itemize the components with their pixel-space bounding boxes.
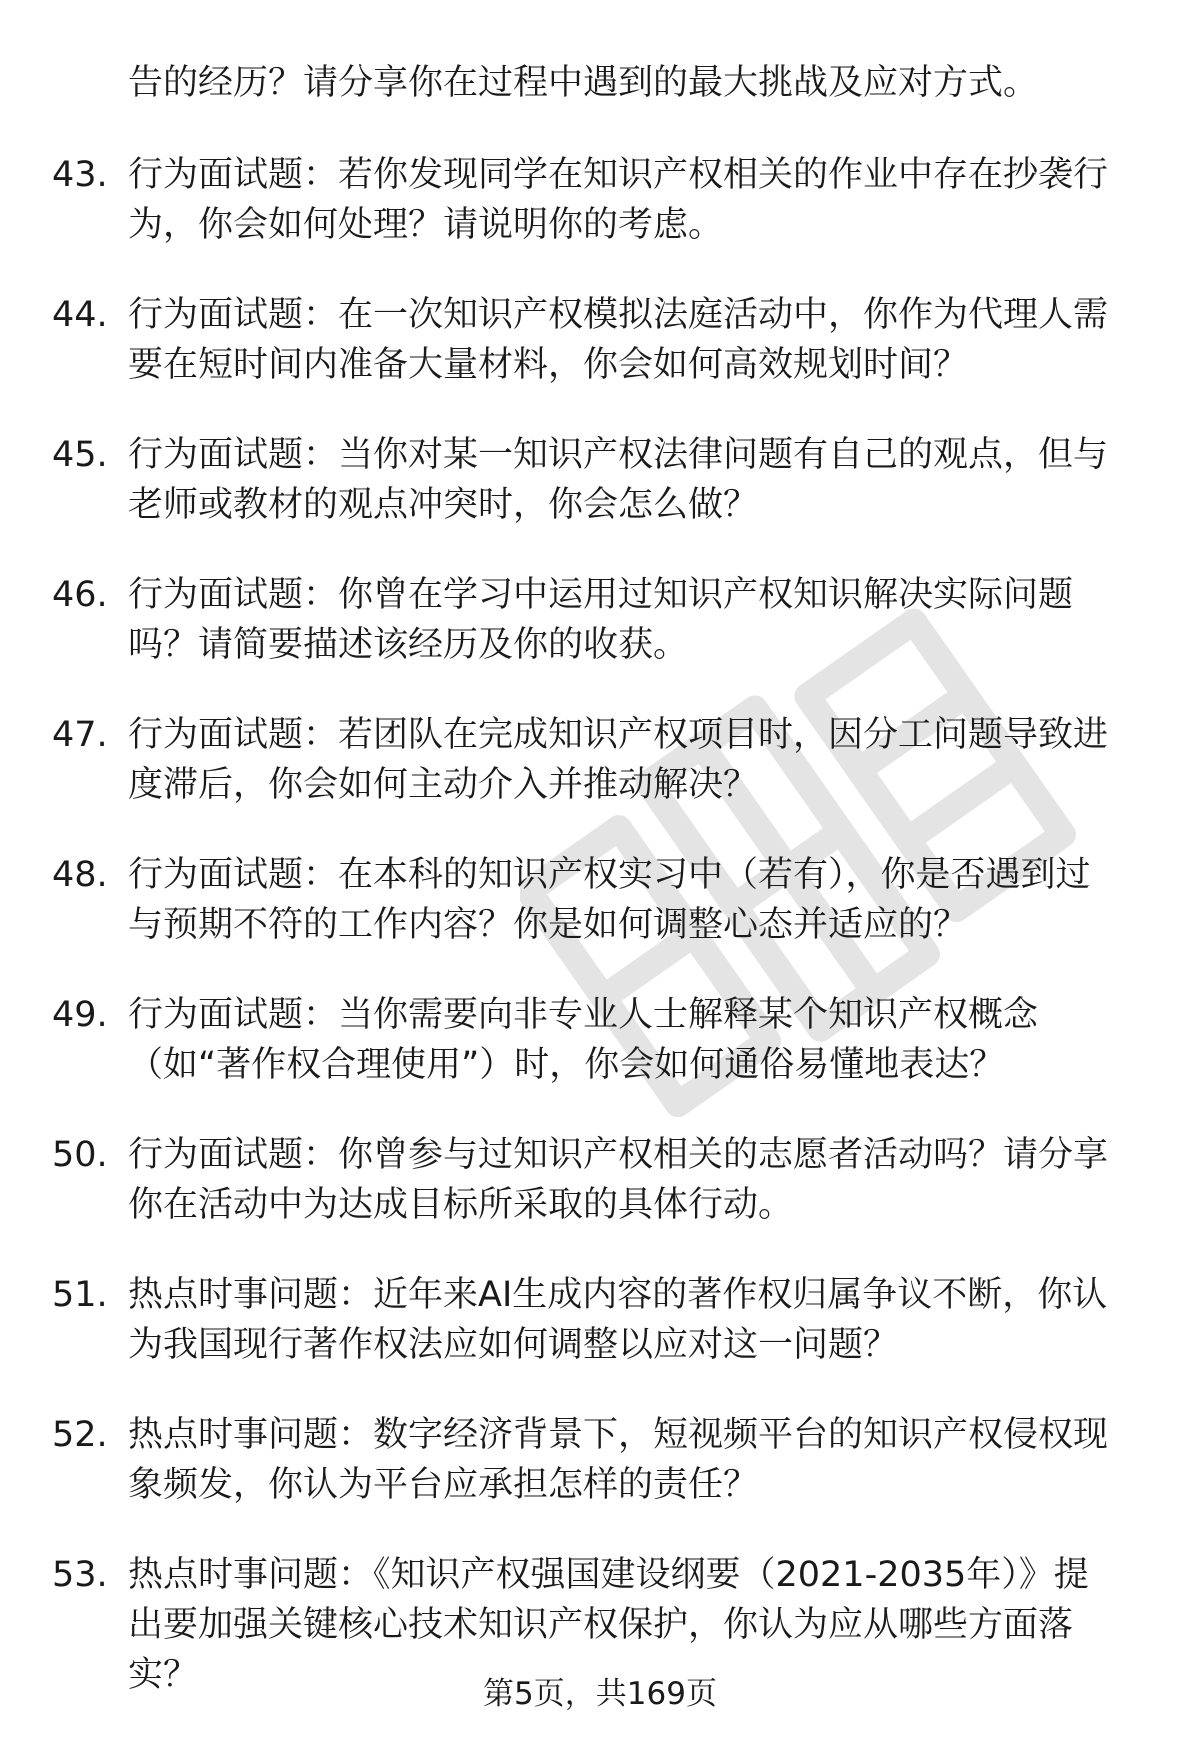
question-text-line: 行为面试题：在一次知识产权模拟法庭活动中，你作为代理人需: [128, 295, 1109, 335]
question-item: [0, 1130, 1200, 1230]
question-item: [0, 990, 1200, 1090]
continued-question-text: 告的经历？请分享你在过程中遇到的最大挑战及应对方式。: [128, 63, 1039, 103]
question-text-line: 老师或教材的观点冲突时，你会怎么做？: [128, 485, 759, 525]
question-item: [0, 850, 1200, 950]
question-number: 48.: [52, 855, 108, 895]
question-text: [128, 990, 1148, 1090]
question-number: 46.: [52, 575, 108, 615]
question-number: 49.: [52, 995, 108, 1035]
question-text-line: 度滞后，你会如何主动介入并推动解决？: [128, 765, 759, 805]
page-footer: 第5页，共169页: [483, 1676, 717, 1712]
question-text: [128, 1410, 1148, 1510]
question-text-line: （如“著作权合理使用”）时，你会如何通俗易懂地表达？: [128, 1045, 1005, 1085]
question-text-line: 与预期不符的工作内容？你是如何调整心态并适应的？: [128, 905, 969, 945]
question-number: 52.: [52, 1415, 108, 1455]
question-text-line: 为我国现行著作权法应如何调整以应对这一问题？: [128, 1325, 899, 1365]
question-text-line: 为，你会如何处理？请说明你的考虑。: [128, 205, 724, 245]
question-text-line: 行为面试题：若你发现同学在知识产权相关的作业中存在抄袭行: [128, 155, 1109, 195]
question-text-line: 实？: [128, 1655, 199, 1695]
question-text-line: 行为面试题：你曾在学习中运用过知识产权知识解决实际问题: [128, 575, 1074, 615]
question-text: [128, 1130, 1148, 1230]
question-text-line: 你在活动中为达成目标所采取的具体行动。: [128, 1185, 794, 1225]
question-text-line: 行为面试题：你曾参与过知识产权相关的志愿者活动吗？请分享: [128, 1135, 1109, 1175]
question-item: [0, 570, 1200, 670]
question-text-line: 热点时事问题：近年来AI生成内容的著作权归属争议不断，你认: [128, 1275, 1108, 1315]
question-text-line: 行为面试题：当你对某一知识产权法律问题有自己的观点，但与: [128, 435, 1109, 475]
question-number: 43.: [52, 155, 108, 195]
question-text-line: 行为面试题：当你需要向非专业人士解释某个知识产权概念: [128, 995, 1039, 1035]
question-number: 53.: [52, 1555, 108, 1595]
question-text: [128, 430, 1148, 530]
question-item: [0, 430, 1200, 530]
question-number: 47.: [52, 715, 108, 755]
question-text: [128, 710, 1148, 810]
question-text-line: 要在短时间内准备大量材料，你会如何高效规划时间？: [128, 345, 969, 385]
question-text: [128, 570, 1148, 670]
question-text-line: 出要加强关键核心技术知识产权保护，你认为应从哪些方面落: [128, 1605, 1074, 1645]
question-number: 50.: [52, 1135, 108, 1175]
question-text: [128, 1270, 1148, 1370]
question-text-line: 热点时事问题：《知识产权强国建设纲要（2021-2035年）》提: [128, 1555, 1089, 1595]
question-text-line: 吗？请简要描述该经历及你的收获。: [128, 625, 689, 665]
question-text-line: 行为面试题：若团队在完成知识产权项目时，因分工问题导致进: [128, 715, 1109, 755]
question-list: [0, 150, 1200, 1740]
question-text-line: 热点时事问题：数字经济背景下，短视频平台的知识产权侵权现: [128, 1415, 1109, 1455]
question-item: [0, 150, 1200, 250]
question-text-line: 行为面试题：在本科的知识产权实习中（若有），你是否遇到过: [128, 855, 1091, 895]
question-item: [0, 710, 1200, 810]
question-number: 51.: [52, 1275, 108, 1315]
question-number: 45.: [52, 435, 108, 475]
question-number: 44.: [52, 295, 108, 335]
question-text: [128, 850, 1148, 950]
question-text: [128, 290, 1148, 390]
question-item: [0, 1270, 1200, 1370]
question-text: [128, 150, 1148, 250]
question-item: [0, 290, 1200, 390]
question-item: [0, 1410, 1200, 1510]
question-text-line: 象频发，你认为平台应承担怎样的责任？: [128, 1465, 759, 1505]
